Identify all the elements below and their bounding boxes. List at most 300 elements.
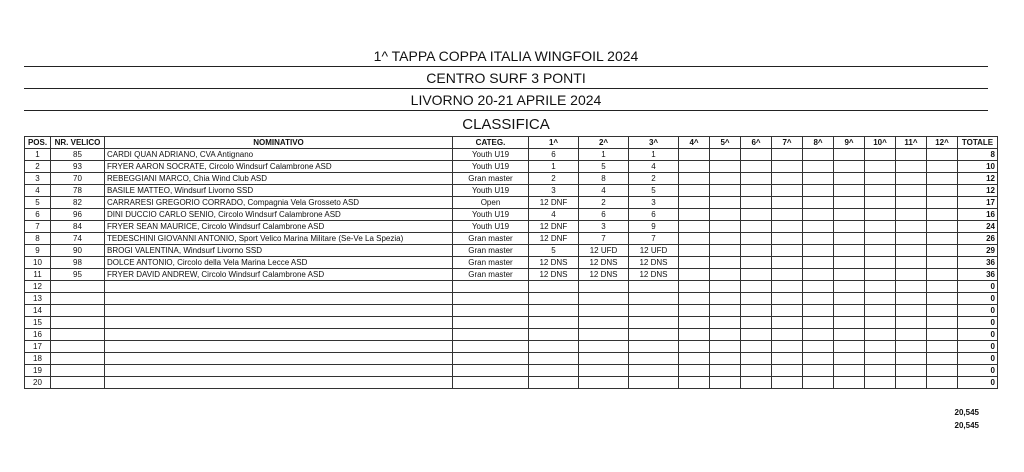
cell-category (453, 293, 529, 305)
cell-sail-number (51, 341, 105, 353)
cell-race-2: 12 UFD (579, 245, 629, 257)
cell-race-11 (896, 245, 927, 257)
cell-sail-number: 98 (51, 257, 105, 269)
cell-race-1: 12 DNF (529, 221, 579, 233)
cell-race-10 (865, 149, 896, 161)
cell-race-5 (710, 185, 741, 197)
cell-race-8 (803, 257, 834, 269)
table-row (25, 329, 998, 341)
cell-race-4 (679, 149, 710, 161)
table-row (25, 353, 998, 365)
cell-race-2: 12 DNS (579, 257, 629, 269)
column-header-race-6: 6^ (741, 137, 772, 149)
cell-race-10 (865, 173, 896, 185)
cell-race-12 (927, 185, 958, 197)
cell-race-10 (865, 257, 896, 269)
cell-name (105, 353, 453, 365)
cell-race-5 (710, 257, 741, 269)
cell-race-3: 12 DNS (629, 257, 679, 269)
cell-race-5 (710, 365, 741, 377)
cell-race-3: 6 (629, 209, 679, 221)
cell-race-7 (772, 197, 803, 209)
cell-total: 0 (958, 329, 998, 341)
cell-race-2 (579, 353, 629, 365)
cell-pos: 20 (25, 377, 51, 389)
cell-race-6 (741, 257, 772, 269)
cell-race-7 (772, 353, 803, 365)
cell-total: 26 (958, 233, 998, 245)
cell-race-10 (865, 305, 896, 317)
cell-race-2 (579, 365, 629, 377)
cell-race-5 (710, 377, 741, 389)
cell-category (453, 341, 529, 353)
table-row (25, 197, 998, 209)
cell-sail-number: 74 (51, 233, 105, 245)
cell-race-2: 7 (579, 233, 629, 245)
cell-category: Gran master (453, 257, 529, 269)
cell-race-11 (896, 293, 927, 305)
cell-name (105, 377, 453, 389)
cell-race-8 (803, 233, 834, 245)
cell-race-12 (927, 365, 958, 377)
cell-sail-number (51, 377, 105, 389)
cell-race-3 (629, 305, 679, 317)
column-header-race-1: 1^ (529, 137, 579, 149)
table-row (25, 173, 998, 185)
cell-race-8 (803, 185, 834, 197)
cell-category (453, 329, 529, 341)
cell-pos: 4 (25, 185, 51, 197)
column-header-category: CATEG. (453, 137, 529, 149)
cell-race-12 (927, 257, 958, 269)
cell-category: Gran master (453, 173, 529, 185)
cell-race-2 (579, 317, 629, 329)
table-row (25, 221, 998, 233)
cell-sail-number: 85 (51, 149, 105, 161)
cell-race-2: 2 (579, 197, 629, 209)
cell-total: 36 (958, 269, 998, 281)
cell-race-7 (772, 185, 803, 197)
cell-race-4 (679, 173, 710, 185)
cell-race-1 (529, 305, 579, 317)
cell-sail-number: 93 (51, 161, 105, 173)
cell-race-6 (741, 197, 772, 209)
cell-race-9 (834, 305, 865, 317)
cell-race-11 (896, 305, 927, 317)
cell-race-12 (927, 173, 958, 185)
cell-race-4 (679, 281, 710, 293)
cell-pos: 3 (25, 173, 51, 185)
cell-race-8 (803, 197, 834, 209)
cell-race-1 (529, 341, 579, 353)
cell-name: REBEGGIANI MARCO, Chia Wind Club ASD (105, 173, 453, 185)
column-header-sail-number: NR. VELICO (51, 137, 105, 149)
cell-total: 24 (958, 221, 998, 233)
cell-race-9 (834, 329, 865, 341)
cell-pos: 16 (25, 329, 51, 341)
cell-race-11 (896, 329, 927, 341)
column-header-race-7: 7^ (772, 137, 803, 149)
results-table (24, 136, 998, 389)
cell-name: TEDESCHINI GIOVANNI ANTONIO, Sport Velico Marina Militare (Se-Ve La Spezia) (105, 233, 453, 245)
cell-sail-number (51, 329, 105, 341)
cell-race-8 (803, 329, 834, 341)
cell-name (105, 293, 453, 305)
table-row (25, 233, 998, 245)
table-row (25, 341, 998, 353)
cell-race-7 (772, 281, 803, 293)
cell-total: 0 (958, 377, 998, 389)
cell-pos: 10 (25, 257, 51, 269)
cell-race-3 (629, 353, 679, 365)
cell-race-5 (710, 281, 741, 293)
cell-race-12 (927, 305, 958, 317)
column-header-race-2: 2^ (579, 137, 629, 149)
cell-race-10 (865, 341, 896, 353)
footer-sum-2: 20,545 (954, 421, 979, 430)
cell-race-9 (834, 377, 865, 389)
cell-race-8 (803, 317, 834, 329)
cell-race-6 (741, 377, 772, 389)
cell-race-5 (710, 293, 741, 305)
cell-total: 16 (958, 209, 998, 221)
cell-name: FRYER SEAN MAURICE, Circolo Windsurf Calambrone ASD (105, 221, 453, 233)
cell-name: BROGI VALENTINA, Windsurf Livorno SSD (105, 245, 453, 257)
cell-race-12 (927, 269, 958, 281)
cell-race-9 (834, 281, 865, 293)
cell-race-6 (741, 293, 772, 305)
cell-sail-number (51, 281, 105, 293)
cell-race-6 (741, 353, 772, 365)
cell-race-2: 12 DNS (579, 269, 629, 281)
cell-pos: 13 (25, 293, 51, 305)
cell-race-1: 3 (529, 185, 579, 197)
cell-race-2 (579, 305, 629, 317)
cell-race-9 (834, 293, 865, 305)
cell-race-3: 12 DNS (629, 269, 679, 281)
cell-race-12 (927, 149, 958, 161)
cell-race-10 (865, 269, 896, 281)
cell-race-5 (710, 269, 741, 281)
cell-race-4 (679, 293, 710, 305)
cell-race-6 (741, 281, 772, 293)
cell-race-12 (927, 377, 958, 389)
cell-race-10 (865, 365, 896, 377)
cell-race-1: 12 DNS (529, 269, 579, 281)
cell-race-7 (772, 269, 803, 281)
cell-race-2 (579, 293, 629, 305)
cell-race-9 (834, 185, 865, 197)
cell-race-12 (927, 233, 958, 245)
column-header-name: NOMINATIVO (105, 137, 453, 149)
cell-race-12 (927, 209, 958, 221)
cell-race-2: 5 (579, 161, 629, 173)
cell-sail-number: 95 (51, 269, 105, 281)
cell-name (105, 317, 453, 329)
cell-race-6 (741, 209, 772, 221)
cell-race-5 (710, 305, 741, 317)
cell-race-10 (865, 221, 896, 233)
section-title: CLASSIFICA (462, 116, 550, 133)
table-row (25, 257, 998, 269)
cell-total: 0 (958, 293, 998, 305)
cell-race-2: 8 (579, 173, 629, 185)
cell-race-11 (896, 197, 927, 209)
cell-race-4 (679, 233, 710, 245)
cell-race-5 (710, 197, 741, 209)
column-header-race-8: 8^ (803, 137, 834, 149)
cell-sail-number (51, 317, 105, 329)
cell-sail-number: 96 (51, 209, 105, 221)
cell-race-3: 9 (629, 221, 679, 233)
cell-race-9 (834, 269, 865, 281)
cell-race-6 (741, 245, 772, 257)
cell-race-4 (679, 341, 710, 353)
cell-race-7 (772, 149, 803, 161)
cell-race-9 (834, 209, 865, 221)
cell-total: 12 (958, 173, 998, 185)
cell-race-5 (710, 245, 741, 257)
cell-name: BASILE MATTEO, Windsurf Livorno SSD (105, 185, 453, 197)
cell-race-8 (803, 377, 834, 389)
cell-race-2 (579, 377, 629, 389)
cell-sail-number: 70 (51, 173, 105, 185)
table-row (25, 269, 998, 281)
cell-race-11 (896, 257, 927, 269)
cell-name: DOLCE ANTONIO, Circolo della Vela Marina Lecce ASD (105, 257, 453, 269)
cell-total: 10 (958, 161, 998, 173)
cell-race-1 (529, 377, 579, 389)
cell-race-5 (710, 329, 741, 341)
table-row (25, 209, 998, 221)
cell-total: 17 (958, 197, 998, 209)
cell-race-3 (629, 281, 679, 293)
cell-race-6 (741, 173, 772, 185)
cell-category: Youth U19 (453, 149, 529, 161)
cell-race-1 (529, 317, 579, 329)
cell-race-5 (710, 353, 741, 365)
table-row (25, 377, 998, 389)
cell-name: CARDI QUAN ADRIANO, CVA Antignano (105, 149, 453, 161)
cell-category: Youth U19 (453, 209, 529, 221)
cell-race-3 (629, 341, 679, 353)
cell-pos: 19 (25, 365, 51, 377)
cell-category: Gran master (453, 233, 529, 245)
cell-category (453, 377, 529, 389)
cell-race-4 (679, 269, 710, 281)
cell-race-12 (927, 197, 958, 209)
column-header-total: TOTALE (958, 137, 998, 149)
cell-category: Gran master (453, 245, 529, 257)
cell-race-6 (741, 185, 772, 197)
cell-race-3 (629, 293, 679, 305)
cell-race-11 (896, 209, 927, 221)
cell-category: Youth U19 (453, 221, 529, 233)
cell-category (453, 317, 529, 329)
cell-pos: 12 (25, 281, 51, 293)
cell-race-5 (710, 173, 741, 185)
cell-race-2: 3 (579, 221, 629, 233)
cell-pos: 11 (25, 269, 51, 281)
cell-race-3: 7 (629, 233, 679, 245)
cell-race-1 (529, 353, 579, 365)
cell-race-8 (803, 149, 834, 161)
cell-category (453, 281, 529, 293)
cell-race-8 (803, 293, 834, 305)
cell-race-2 (579, 341, 629, 353)
cell-name: DINI DUCCIO CARLO SENIO, Circolo Windsurf Calambrone ASD (105, 209, 453, 221)
cell-race-10 (865, 233, 896, 245)
cell-race-6 (741, 221, 772, 233)
cell-total: 0 (958, 281, 998, 293)
cell-race-11 (896, 341, 927, 353)
cell-race-11 (896, 317, 927, 329)
table-row (25, 149, 998, 161)
cell-race-4 (679, 353, 710, 365)
cell-race-2: 4 (579, 185, 629, 197)
cell-name (105, 341, 453, 353)
cell-pos: 17 (25, 341, 51, 353)
table-row (25, 305, 998, 317)
cell-sail-number: 78 (51, 185, 105, 197)
cell-race-1: 4 (529, 209, 579, 221)
cell-category (453, 365, 529, 377)
cell-category: Gran master (453, 269, 529, 281)
cell-sail-number (51, 305, 105, 317)
cell-race-3 (629, 329, 679, 341)
cell-pos: 1 (25, 149, 51, 161)
cell-race-5 (710, 341, 741, 353)
cell-race-4 (679, 197, 710, 209)
cell-race-6 (741, 233, 772, 245)
cell-race-9 (834, 197, 865, 209)
column-header-race-12: 12^ (927, 137, 958, 149)
cell-pos: 15 (25, 317, 51, 329)
cell-race-7 (772, 221, 803, 233)
footer-sum-1: 20,545 (954, 408, 979, 417)
cell-race-10 (865, 353, 896, 365)
cell-race-7 (772, 317, 803, 329)
column-header-race-11: 11^ (896, 137, 927, 149)
cell-race-8 (803, 209, 834, 221)
cell-name (105, 281, 453, 293)
cell-total: 0 (958, 317, 998, 329)
cell-sail-number (51, 353, 105, 365)
cell-race-8 (803, 245, 834, 257)
cell-race-9 (834, 149, 865, 161)
cell-race-5 (710, 317, 741, 329)
cell-race-11 (896, 221, 927, 233)
venue-title: CENTRO SURF 3 PONTI (24, 70, 988, 89)
cell-race-3 (629, 365, 679, 377)
table-row (25, 365, 998, 377)
cell-race-2 (579, 329, 629, 341)
cell-race-3: 2 (629, 173, 679, 185)
cell-race-11 (896, 149, 927, 161)
cell-race-3 (629, 377, 679, 389)
cell-race-10 (865, 185, 896, 197)
cell-race-1: 12 DNF (529, 197, 579, 209)
cell-race-8 (803, 305, 834, 317)
cell-race-11 (896, 161, 927, 173)
cell-race-12 (927, 293, 958, 305)
cell-race-7 (772, 365, 803, 377)
cell-name: CARRARESI GREGORIO CORRADO, Compagnia Vela Grosseto ASD (105, 197, 453, 209)
cell-race-10 (865, 245, 896, 257)
cell-race-4 (679, 377, 710, 389)
cell-race-3: 5 (629, 185, 679, 197)
cell-name (105, 365, 453, 377)
cell-race-6 (741, 365, 772, 377)
cell-pos: 2 (25, 161, 51, 173)
cell-race-5 (710, 161, 741, 173)
cell-race-5 (710, 149, 741, 161)
cell-race-8 (803, 365, 834, 377)
cell-race-10 (865, 293, 896, 305)
cell-race-1: 2 (529, 173, 579, 185)
cell-pos: 9 (25, 245, 51, 257)
cell-total: 29 (958, 245, 998, 257)
cell-race-10 (865, 329, 896, 341)
cell-race-4 (679, 305, 710, 317)
cell-race-1: 12 DNS (529, 257, 579, 269)
cell-pos: 14 (25, 305, 51, 317)
column-header-pos: POS. (25, 137, 51, 149)
place-date-title: LIVORNO 20-21 APRILE 2024 (24, 92, 988, 111)
cell-pos: 5 (25, 197, 51, 209)
cell-race-1: 12 DNF (529, 233, 579, 245)
cell-race-7 (772, 173, 803, 185)
cell-race-8 (803, 173, 834, 185)
cell-race-2: 6 (579, 209, 629, 221)
cell-race-7 (772, 257, 803, 269)
cell-race-11 (896, 365, 927, 377)
cell-race-11 (896, 233, 927, 245)
cell-race-1: 1 (529, 161, 579, 173)
cell-race-10 (865, 377, 896, 389)
cell-race-7 (772, 341, 803, 353)
cell-race-9 (834, 365, 865, 377)
cell-race-9 (834, 173, 865, 185)
cell-race-11 (896, 281, 927, 293)
cell-race-9 (834, 341, 865, 353)
cell-race-3: 3 (629, 197, 679, 209)
cell-race-9 (834, 221, 865, 233)
cell-sail-number: 90 (51, 245, 105, 257)
cell-category: Youth U19 (453, 185, 529, 197)
cell-sail-number (51, 293, 105, 305)
cell-race-6 (741, 161, 772, 173)
cell-race-9 (834, 317, 865, 329)
cell-race-8 (803, 269, 834, 281)
column-header-race-5: 5^ (710, 137, 741, 149)
cell-race-12 (927, 161, 958, 173)
cell-race-3: 4 (629, 161, 679, 173)
table-row (25, 317, 998, 329)
cell-race-10 (865, 317, 896, 329)
column-header-race-3: 3^ (629, 137, 679, 149)
cell-sail-number: 82 (51, 197, 105, 209)
cell-race-1 (529, 281, 579, 293)
cell-race-2 (579, 281, 629, 293)
cell-race-6 (741, 317, 772, 329)
cell-total: 0 (958, 305, 998, 317)
table-header-row (25, 137, 998, 149)
cell-category: Open (453, 197, 529, 209)
column-header-race-9: 9^ (834, 137, 865, 149)
cell-race-8 (803, 281, 834, 293)
cell-race-10 (865, 197, 896, 209)
